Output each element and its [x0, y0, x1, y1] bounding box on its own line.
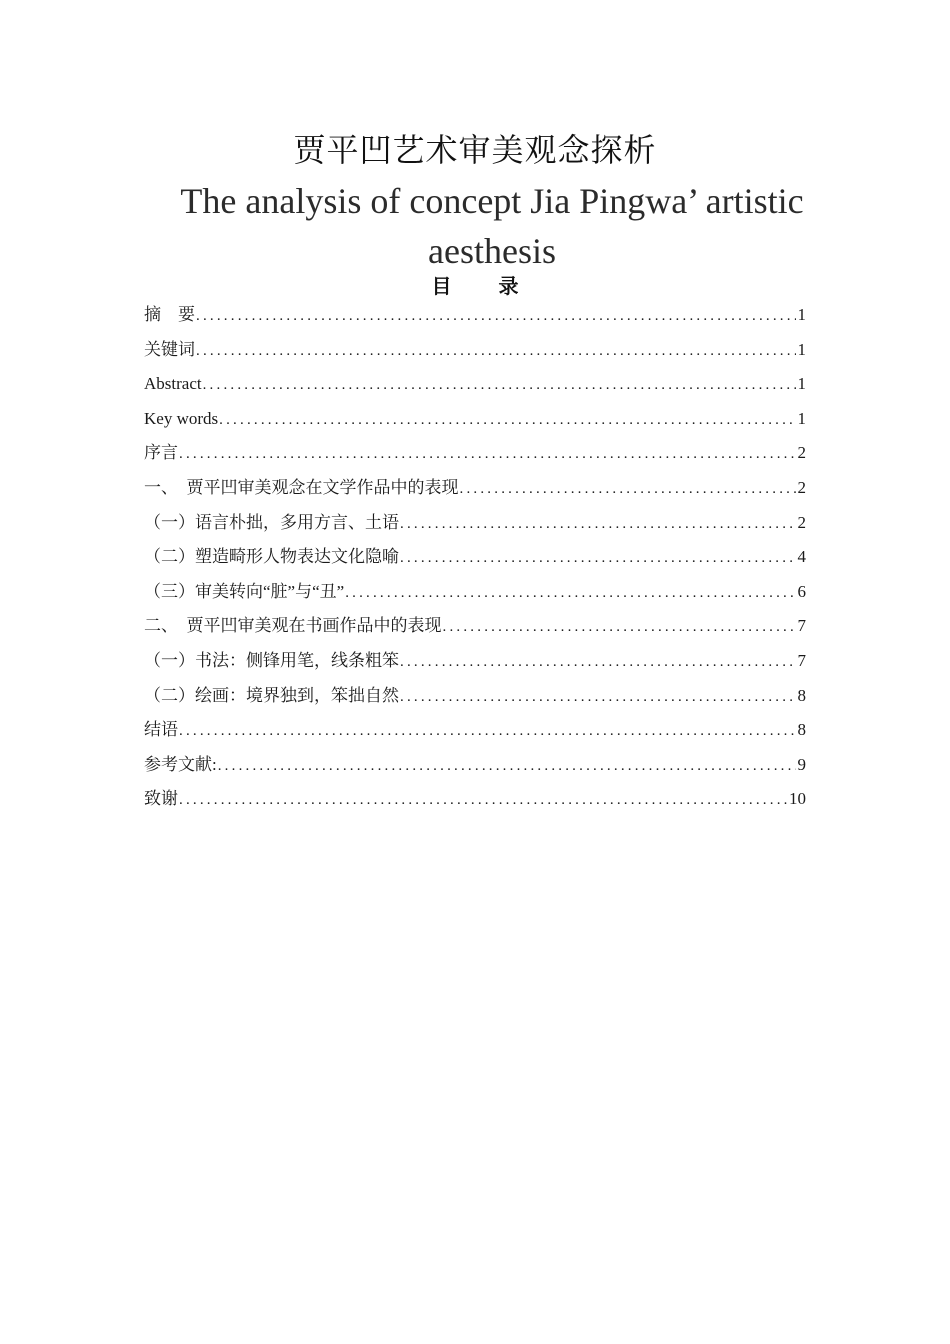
toc-entry-abstract-en[interactable]: [144, 367, 806, 402]
toc-leader-dots: [399, 680, 796, 714]
toc-entry-label: 序言: [144, 443, 178, 463]
toc-entry-page: 8: [797, 685, 806, 705]
toc-entry-label: 结语: [144, 720, 178, 740]
toc-heading: 目 录: [431, 274, 539, 298]
toc-entry-keywords-cn[interactable]: [144, 333, 806, 368]
toc-entry-page: 8: [797, 720, 806, 740]
toc-entry-page: 7: [797, 616, 806, 636]
toc-entry-section-2-2[interactable]: [144, 679, 806, 714]
toc-leader-dots: [195, 334, 796, 368]
toc-entry-label: 致谢: [144, 789, 178, 809]
toc-entry-label: （二）绘画：境界独到，笨拙自然: [144, 685, 399, 705]
toc-leader-dots: [195, 299, 796, 333]
toc-leader-dots: [178, 437, 796, 471]
toc-entry-section-1-3[interactable]: [144, 575, 806, 610]
toc-entry-chapter-1[interactable]: [144, 471, 806, 506]
toc-entry-section-1-1[interactable]: [144, 506, 806, 541]
toc-leader-dots: [218, 403, 795, 437]
toc-leader-dots: [459, 472, 796, 506]
toc-entry-page: 10: [789, 789, 806, 809]
table-of-contents: [144, 298, 806, 817]
toc-entry-chapter-2[interactable]: [144, 609, 806, 644]
toc-entry-references[interactable]: [144, 748, 806, 783]
toc-entry-page: 1: [797, 408, 806, 428]
toc-entry-label: Key words: [144, 408, 219, 428]
toc-entry-preface[interactable]: [144, 436, 806, 471]
toc-entry-label: Abstract: [144, 374, 202, 394]
toc-leader-dots: [202, 368, 796, 402]
toc-entry-conclusion[interactable]: [144, 713, 806, 748]
toc-entry-page: 4: [797, 547, 806, 567]
toc-leader-dots: [399, 507, 796, 541]
toc-entry-label: 关键词: [144, 339, 195, 359]
toc-entry-page: 2: [797, 477, 806, 497]
toc-entry-section-2-1[interactable]: [144, 644, 806, 679]
title-chinese: 贾平凹艺术审美观念探析: [293, 131, 657, 169]
toc-entry-abstract-cn[interactable]: [144, 298, 806, 333]
toc-entry-label: （一）语言朴拙，多用方言、土语: [144, 512, 399, 532]
toc-leader-dots: [178, 783, 787, 817]
toc-entry-label: 一、 贾平凹审美观念在文学作品中的表现: [144, 477, 459, 497]
toc-entry-label: 参考文献:: [144, 754, 217, 774]
toc-entry-acknowledgements[interactable]: [144, 782, 806, 817]
toc-leader-dots: [399, 541, 796, 575]
toc-entry-label: 摘 要: [144, 305, 195, 324]
toc-entry-label: （三）审美转向“脏”与“丑”: [144, 581, 345, 601]
title-english: The analysis of concept Jia Pingwa’ artistic aesthesis: [180, 181, 804, 271]
toc-entry-keywords-en[interactable]: [144, 402, 806, 437]
toc-entry-page: 7: [797, 650, 806, 670]
toc-leader-dots: [442, 610, 796, 644]
toc-entry-page: 6: [797, 581, 806, 601]
toc-leader-dots: [344, 576, 795, 610]
toc-entry-label: （一）书法：侧锋用笔，线条粗笨: [144, 650, 399, 670]
toc-entry-label: 二、 贾平凹审美观在书画作品中的表现: [144, 616, 442, 636]
toc-entry-page: 1: [797, 305, 806, 324]
toc-entry-page: 9: [797, 754, 806, 774]
toc-entry-section-1-2[interactable]: [144, 540, 806, 575]
toc-entry-page: 1: [797, 374, 806, 394]
toc-entry-label: （二）塑造畸形人物表达文化隐喻: [144, 547, 399, 567]
toc-leader-dots: [178, 714, 796, 748]
toc-leader-dots: [399, 645, 796, 679]
toc-leader-dots: [217, 749, 796, 783]
toc-entry-page: 1: [797, 339, 806, 359]
toc-entry-page: 2: [797, 512, 806, 532]
toc-entry-page: 2: [797, 443, 806, 463]
